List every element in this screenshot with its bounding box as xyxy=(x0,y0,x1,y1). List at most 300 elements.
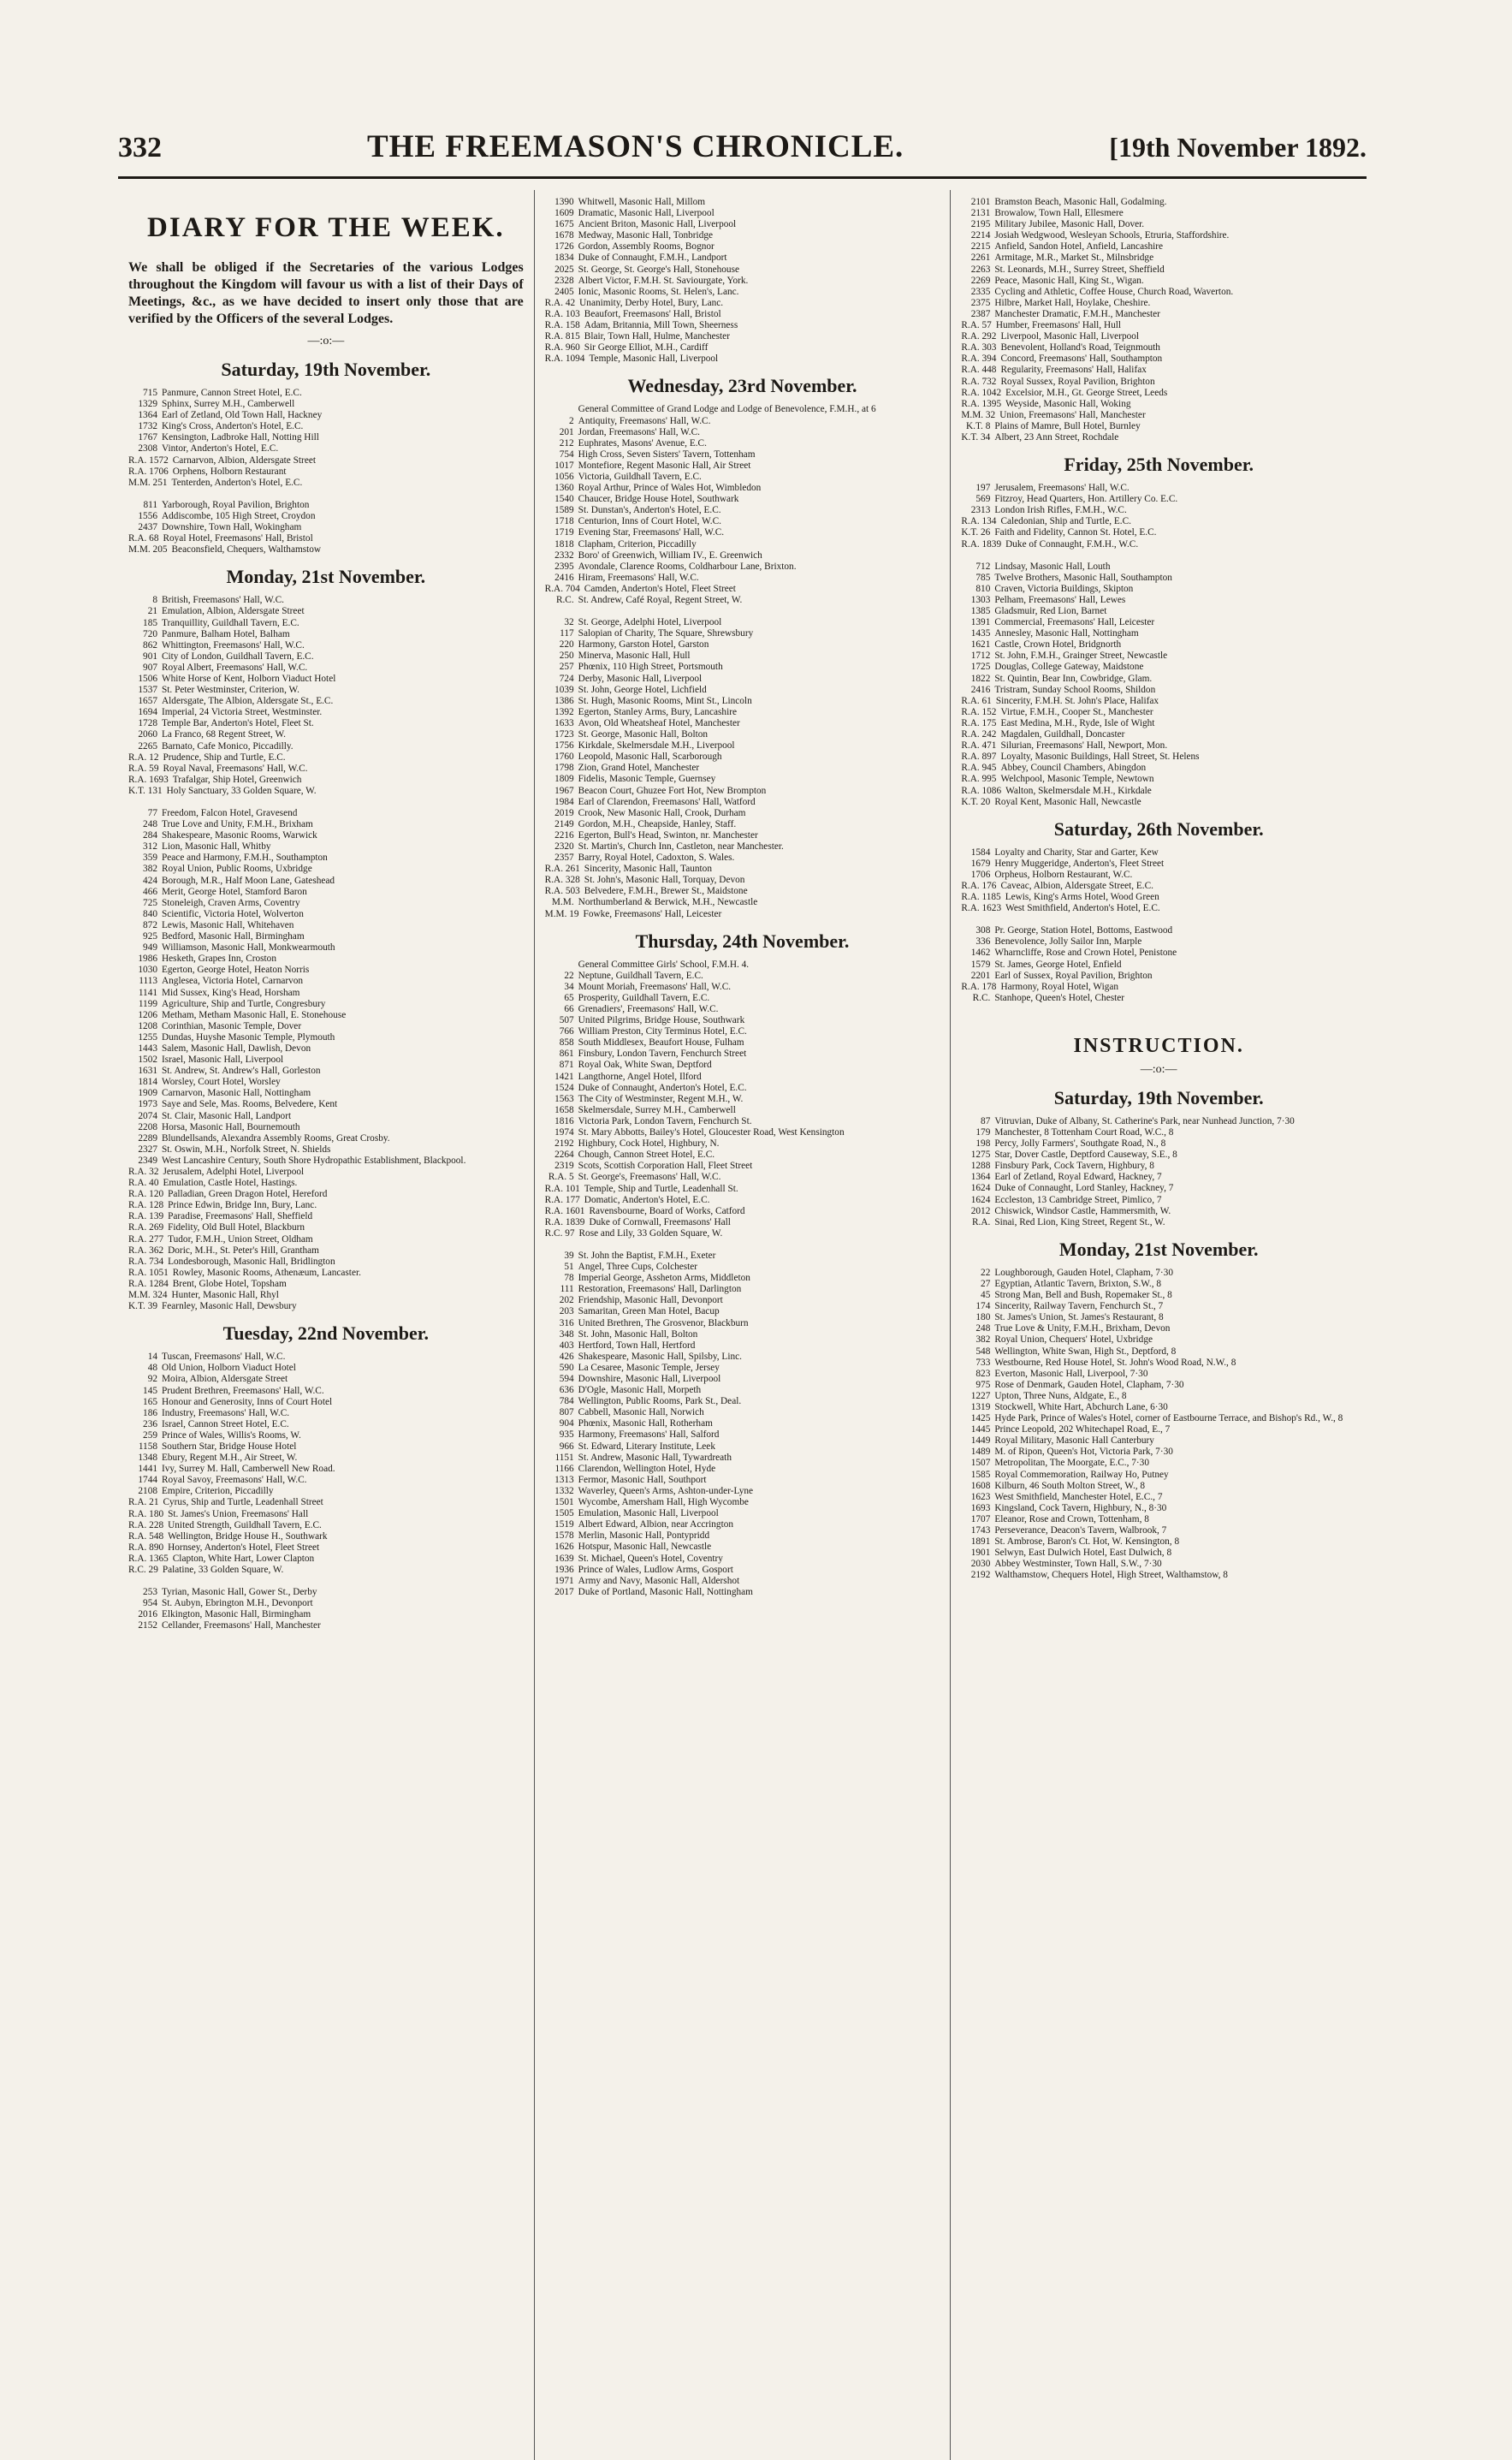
lodge-entry xyxy=(545,516,940,527)
lodge-entry xyxy=(545,1172,940,1183)
lodge-number: R.A. 12 xyxy=(128,752,159,763)
lodge-text: St. James, George Hotel, Enfield xyxy=(994,959,1122,970)
lodge-text: Prince of Wales, Willis's Rooms, W. xyxy=(162,1429,301,1441)
lodge-entry xyxy=(128,1464,524,1475)
lodge-text: Ionic, Masonic Rooms, St. Helen's, Lanc. xyxy=(578,286,739,297)
lodge-entry xyxy=(128,466,524,478)
lodge-entry xyxy=(961,264,1356,276)
lodge-number: 284 xyxy=(143,830,157,841)
lodge-list xyxy=(128,500,524,556)
lodge-text: West Smithfield, Manchester Hotel, E.C., 7 xyxy=(994,1491,1163,1502)
lodge-entry xyxy=(961,752,1356,763)
lodge-number: R.A. 362 xyxy=(128,1245,164,1256)
lodge-number: 1712 xyxy=(970,651,991,662)
lodge-entry xyxy=(128,1397,524,1408)
lodge-text: Doric, M.H., St. Peter's Hill, Grantham xyxy=(168,1245,319,1256)
lodge-number: R.A. 471 xyxy=(961,740,997,752)
lodge-number: 1275 xyxy=(970,1150,991,1161)
lodge-text: Anfield, Sandon Hotel, Anfield, Lancashire xyxy=(994,241,1164,253)
lodge-number: 1524 xyxy=(554,1082,574,1093)
lodge-text: Barnato, Cafe Monico, Piccadilly. xyxy=(162,740,294,752)
lodge-number: 165 xyxy=(143,1396,157,1407)
lodge-text: Fermor, Masonic Hall, Southport xyxy=(578,1474,707,1485)
lodge-text: Finsbury, London Tavern, Fenchurch Street xyxy=(578,1049,747,1060)
lodge-entry xyxy=(128,887,524,898)
lodge-entry xyxy=(545,1049,940,1060)
lodge-entry xyxy=(545,1441,940,1453)
lodge-number: R.A. 1395 xyxy=(961,398,1002,409)
lodge-entry xyxy=(961,774,1356,785)
lodge-entry xyxy=(128,1021,524,1032)
lodge-entry xyxy=(128,651,524,663)
lodge-entry xyxy=(545,864,940,875)
lodge-entry xyxy=(961,1525,1356,1536)
lodge-text: General Committee Girls' School, F.M.H. 4. xyxy=(578,959,750,970)
lodge-entry xyxy=(961,971,1356,982)
lodge-text: The City of Westminster, Regent M.H., W. xyxy=(578,1093,744,1104)
lodge-number: 1756 xyxy=(554,740,574,752)
lodge-entry xyxy=(545,628,940,639)
lodge-text: Star, Dover Castle, Deptford Causeway, S.E., 8 xyxy=(994,1150,1177,1161)
lodge-text: Royal Naval, Freemasons' Hall, W.C. xyxy=(163,763,308,774)
lodge-number: 248 xyxy=(143,819,157,830)
lodge-entry xyxy=(961,208,1356,219)
lodge-number: 2261 xyxy=(970,253,991,264)
lodge-text: Hilbre, Market Hall, Hoylake, Cheshire. xyxy=(994,297,1151,308)
lodge-entry xyxy=(961,342,1356,354)
lodge-text: Beacon Court, Ghuzee Fort Hot, New Brompton xyxy=(578,785,767,796)
lodge-number: 2320 xyxy=(554,841,574,852)
lodge-entry xyxy=(545,909,940,920)
lodge-text: Eleanor, Rose and Crown, Tottenham, 8 xyxy=(994,1513,1149,1524)
lodge-number: 1901 xyxy=(970,1548,991,1559)
lodge-number: M.M. 251 xyxy=(128,477,168,488)
lodge-text: Barry, Royal Hotel, Cadoxton, S. Wales. xyxy=(578,853,735,864)
lodge-entry xyxy=(545,494,940,505)
lodge-text: Aldersgate, The Albion, Aldersgate St., E.C. xyxy=(162,696,334,707)
lodge-entry xyxy=(128,1441,524,1453)
lodge-text: St. George's, Freemasons' Hall, W.C. xyxy=(578,1172,721,1183)
lodge-text: Whitwell, Masonic Hall, Millom xyxy=(578,197,706,207)
lodge-text: Egerton, Stanley Arms, Bury, Lancashire xyxy=(578,706,737,717)
lodge-number: K.T. 39 xyxy=(128,1301,157,1312)
lodge-number: R.C. xyxy=(555,595,574,605)
lodge-text: Browalow, Town Hall, Ellesmere xyxy=(994,208,1124,219)
lodge-text: Stockwell, White Hart, Abchurch Lane, 6·30 xyxy=(994,1401,1168,1412)
lodge-number: 594 xyxy=(559,1374,574,1384)
lodge-number: 179 xyxy=(975,1127,991,1138)
lodge-entry xyxy=(961,696,1356,707)
lodge-entry xyxy=(545,617,940,628)
lodge-entry xyxy=(128,1156,524,1167)
lodge-number: R.A. 42 xyxy=(544,297,576,308)
column-2 xyxy=(534,190,951,2460)
lodge-number: 1694 xyxy=(138,707,157,718)
lodge-text: Royal Sussex, Royal Pavilion, Brighton xyxy=(1000,376,1155,387)
lodge-text: Perseverance, Deacon's Tavern, Walbrook, 7 xyxy=(994,1525,1167,1536)
lodge-entry xyxy=(545,1083,940,1094)
lodge-text: Peace and Harmony, F.M.H., Southampton xyxy=(162,853,328,864)
lodge-number: K.T. 8 xyxy=(966,420,991,431)
lodge-text: Imperial, 24 Victoria Street, Westminster. xyxy=(162,707,323,718)
lodge-text: Virtue, F.M.H., Cooper St., Manchester xyxy=(1000,706,1153,717)
lodge-entry xyxy=(961,421,1356,432)
lodge-text: Military Jubilee, Masonic Hall, Dover. xyxy=(994,219,1145,230)
lodge-number: 2335 xyxy=(970,286,991,297)
lodge-number: 1621 xyxy=(970,639,991,651)
day-heading: Tuesday, 22nd November. xyxy=(222,1322,430,1345)
lodge-number: R.A. 59 xyxy=(128,763,159,774)
lodge-text: Bramston Beach, Masonic Hall, Godalming. xyxy=(994,197,1167,207)
lodge-text: Mid Sussex, King's Head, Horsham xyxy=(162,987,300,998)
lodge-entry xyxy=(545,1565,940,1576)
lodge-number: R.A. 57 xyxy=(961,320,992,331)
lodge-number: 212 xyxy=(559,437,574,449)
lodge-entry xyxy=(128,1363,524,1374)
lodge-number: R.A. 548 xyxy=(128,1530,164,1542)
lodge-entry xyxy=(545,1429,940,1441)
lodge-number: 2074 xyxy=(138,1110,157,1121)
lodge-entry xyxy=(961,936,1356,948)
lodge-text: United Strength, Guildhall Tavern, E.C. xyxy=(168,1519,322,1530)
lodge-text: Caledonian, Ship and Turtle, E.C. xyxy=(1000,516,1131,527)
lodge-entry xyxy=(961,729,1356,740)
lodge-text: Tudor, F.M.H., Union Street, Oldham xyxy=(168,1233,313,1245)
lodge-text: Emulation, Albion, Aldersgate Street xyxy=(162,606,305,617)
lodge-number: 1639 xyxy=(554,1553,574,1564)
lodge-entry xyxy=(961,651,1356,662)
lodge-entry xyxy=(961,662,1356,673)
lodge-text: Jerusalem, Freemasons' Hall, W.C. xyxy=(994,483,1130,494)
lodge-number: 2405 xyxy=(554,286,574,297)
lodge-text: Liverpool, Masonic Hall, Liverpool xyxy=(1000,331,1140,342)
lodge-number: 858 xyxy=(559,1037,574,1049)
lodge-entry xyxy=(128,1598,524,1609)
lodge-number: 1421 xyxy=(554,1071,574,1082)
lodge-number: 1798 xyxy=(554,763,574,774)
lodge-entry xyxy=(128,1133,524,1144)
lodge-number: M.M. 205 xyxy=(128,544,168,556)
lodge-number: 1556 xyxy=(138,510,157,521)
lodge-text: St. Andrew, Masonic Hall, Tywardreath xyxy=(578,1452,732,1463)
lodge-number: 92 xyxy=(147,1374,157,1385)
lodge-text: La Cesaree, Masonic Temple, Jersey xyxy=(578,1362,720,1373)
lodge-entry xyxy=(961,562,1356,573)
lodge-entry xyxy=(961,410,1356,421)
lodge-text: Castle, Crown Hotel, Bridgnorth xyxy=(994,639,1122,651)
lodge-number: 2101 xyxy=(970,197,991,207)
lodge-entry xyxy=(128,752,524,764)
lodge-number: 1936 xyxy=(554,1564,574,1575)
lodge-number: R.A. 61 xyxy=(961,695,992,706)
lodge-number: 1633 xyxy=(554,717,574,728)
lodge-text: Metropolitan, The Moorgate, E.C., 7·30 xyxy=(994,1458,1149,1469)
lodge-number: 220 xyxy=(559,639,574,651)
lodge-number: 87 xyxy=(981,1115,991,1126)
lodge-number: 2025 xyxy=(554,264,574,275)
lodge-number: 1113 xyxy=(139,976,157,987)
lodge-number: 1760 xyxy=(554,752,574,763)
lodge-number: 1537 xyxy=(138,685,157,696)
lodge-text: Clapham, Criterion, Piccadilly xyxy=(578,538,697,550)
lodge-number: 1030 xyxy=(138,965,157,976)
lodge-number: 2131 xyxy=(970,208,991,219)
lodge-list xyxy=(545,197,940,365)
lodge-entry xyxy=(961,1492,1356,1503)
lodge-text: Temple Bar, Anderton's Hotel, Fleet St. xyxy=(162,718,314,729)
lodge-text: Bedford, Masonic Hall, Birmingham xyxy=(162,931,305,942)
lodge-text: Hotspur, Masonic Hall, Newcastle xyxy=(578,1542,712,1553)
lodge-number: 1822 xyxy=(970,673,991,684)
lodge-text: St. Mary Abbotts, Bailey's Hotel, Gloucester Road, West Kensington xyxy=(578,1127,845,1138)
lodge-number: 2395 xyxy=(554,561,574,572)
lodge-number: 1506 xyxy=(138,673,157,684)
lodge-text: Tuscan, Freemasons' Hall, W.C. xyxy=(162,1352,286,1363)
lodge-entry xyxy=(545,483,940,494)
lodge-entry xyxy=(128,729,524,740)
lodge-entry xyxy=(961,718,1356,729)
lodge-number: 715 xyxy=(143,388,157,398)
lodge-text: Imperial George, Assheton Arms, Middleton xyxy=(578,1273,750,1284)
lodge-entry xyxy=(128,629,524,640)
lodge-number: R.A. 1623 xyxy=(961,903,1002,914)
lodge-text: Blair, Town Hall, Hulme, Manchester xyxy=(584,331,730,342)
lodge-number: R.C. xyxy=(972,992,991,1003)
lodge-number: 66 xyxy=(564,1004,574,1014)
lodge-text: William Preston, City Terminus Hotel, E.C. xyxy=(578,1026,747,1037)
lodge-entry xyxy=(545,729,940,740)
lodge-number: 569 xyxy=(975,494,991,505)
lodge-number: 2327 xyxy=(138,1144,157,1155)
lodge-entry xyxy=(545,505,940,516)
lodge-text: Albert Victor, F.M.H. St. Saviourgate, York. xyxy=(578,275,749,286)
lodge-number: R.A. 152 xyxy=(961,706,997,717)
lodge-text: Unanimity, Derby Hotel, Bury, Lanc. xyxy=(579,297,724,308)
lodge-entry xyxy=(545,763,940,774)
lodge-text: Wycombe, Amersham Hall, High Wycombe xyxy=(578,1497,749,1508)
lodge-number: 1392 xyxy=(554,706,574,717)
lodge-number: 2030 xyxy=(970,1559,991,1570)
lodge-text: Skelmersdale, Surrey M.H., Camberwell xyxy=(578,1104,736,1115)
lodge-number: 1386 xyxy=(554,695,574,706)
lodge-entry xyxy=(128,1222,524,1233)
lodge-entry xyxy=(961,881,1356,892)
lodge-text: Tenterden, Anderton's Hotel, E.C. xyxy=(171,477,303,488)
lodge-entry xyxy=(128,1486,524,1497)
lodge-number: R.A. 1601 xyxy=(544,1205,585,1216)
lodge-number: 253 xyxy=(143,1587,157,1598)
lodge-number: 590 xyxy=(559,1362,574,1373)
lodge-entry xyxy=(128,1475,524,1486)
lodge-text: Carnarvon, Albion, Aldersgate Street xyxy=(172,455,316,466)
lodge-number: 1348 xyxy=(138,1453,157,1464)
lodge-number: 382 xyxy=(143,864,157,875)
lodge-entry xyxy=(128,511,524,522)
lodge-entry xyxy=(545,298,940,309)
lodge-text: Beaconsfield, Chequers, Walthamstow xyxy=(171,544,322,556)
lodge-entry xyxy=(128,909,524,920)
lodge-entry xyxy=(128,544,524,556)
lodge-text: Cyrus, Ship and Turtle, Leadenhall Street xyxy=(163,1497,323,1508)
lodge-entry xyxy=(545,550,940,562)
lodge-text: Yarborough, Royal Pavilion, Brighton xyxy=(162,499,310,510)
column-3 xyxy=(950,190,1367,2460)
lodge-number: 1809 xyxy=(554,774,574,785)
lodge-text: Williamson, Masonic Hall, Monkwearmouth xyxy=(162,942,335,954)
lodge-entry xyxy=(545,960,940,971)
lodge-number: M.M. xyxy=(551,897,574,908)
lodge-entry xyxy=(545,539,940,550)
lodge-entry xyxy=(961,1183,1356,1194)
lodge-text: Royal Union, Chequers' Hotel, Uxbridge xyxy=(994,1334,1153,1346)
lodge-entry xyxy=(961,377,1356,388)
lodge-text: Chough, Cannon Street Hotel, E.C. xyxy=(578,1150,715,1161)
lodge-text: Shakespeare, Masonic Hall, Spilsby, Linc. xyxy=(578,1351,742,1362)
lodge-text: Egerton, George Hotel, Heaton Norris xyxy=(162,965,310,976)
lodge-number: R.A. 277 xyxy=(128,1233,164,1245)
lodge-number: 27 xyxy=(981,1278,991,1289)
lodge-entry xyxy=(128,942,524,954)
lodge-text: Earl of Zetland, Old Town Hall, Hackney xyxy=(162,410,323,421)
lodge-text: Jerusalem, Adelphi Hotel, Liverpool xyxy=(163,1167,305,1177)
lodge-entry xyxy=(545,472,940,483)
lodge-entry xyxy=(545,1127,940,1138)
lodge-text: Finsbury Park, Cock Tavern, Highbury, 8 xyxy=(994,1161,1154,1172)
lodge-entry xyxy=(545,1329,940,1340)
lodge-entry xyxy=(961,1570,1356,1581)
lodge-entry xyxy=(961,786,1356,797)
lodge-entry xyxy=(961,1323,1356,1334)
lodge-entry xyxy=(545,1396,940,1407)
lodge-number: R.A. 394 xyxy=(961,354,997,365)
lodge-entry xyxy=(128,764,524,775)
lodge-entry xyxy=(961,432,1356,443)
lodge-entry xyxy=(961,1514,1356,1525)
lodge-entry xyxy=(961,573,1356,584)
lodge-entry xyxy=(961,1116,1356,1127)
lodge-entry xyxy=(961,763,1356,774)
lodge-entry xyxy=(961,1481,1356,1492)
lodge-number: 117 xyxy=(560,628,574,639)
lodge-number: R.A. 303 xyxy=(961,342,997,354)
lodge-text: Duke of Connaught, Anderton's Hotel, E.C. xyxy=(578,1082,747,1093)
lodge-entry xyxy=(961,674,1356,685)
lodge-number: 2017 xyxy=(554,1586,574,1597)
lodge-number: 1227 xyxy=(970,1390,991,1401)
lodge-text: St. George, St. George's Hall, Stonehouse xyxy=(578,264,739,275)
lodge-number: R.A. 503 xyxy=(544,886,580,897)
lodge-text: Brent, Globe Hotel, Topsham xyxy=(172,1278,287,1289)
lodge-text: Dundas, Huyshe Masonic Temple, Plymouth xyxy=(162,1031,335,1043)
lodge-number: R.A. 101 xyxy=(544,1183,580,1194)
lodge-number: 1706 xyxy=(970,869,991,880)
lodge-entry xyxy=(128,1497,524,1508)
lodge-number: R.A. 732 xyxy=(961,376,997,387)
day-heading: Saturday, 19th November. xyxy=(1053,1086,1264,1108)
lodge-entry xyxy=(128,830,524,841)
lodge-text: Highbury, Cock Hotel, Highbury, N. xyxy=(578,1138,720,1150)
lodge-text: Douglas, College Gateway, Maidstone xyxy=(994,662,1144,673)
lodge-entry xyxy=(545,1284,940,1295)
separator: —:o:— xyxy=(307,335,345,348)
lodge-text: Plains of Mamre, Bull Hotel, Burnley xyxy=(994,420,1141,431)
lodge-number: 2319 xyxy=(554,1161,574,1172)
lodge-text: St. John's, Masonic Hall, Torquay, Devon xyxy=(584,875,745,886)
lodge-entry xyxy=(961,1334,1356,1346)
lodge-entry xyxy=(545,1486,940,1497)
lodge-text: Lion, Masonic Hall, Whitby xyxy=(162,841,271,853)
lodge-entry xyxy=(545,797,940,808)
lodge-text: Tranquillity, Guildhall Tavern, E.C. xyxy=(162,617,299,628)
lodge-number: 1658 xyxy=(554,1104,574,1115)
lodge-text: Lewis, King's Arms Hotel, Wood Green xyxy=(1005,892,1159,903)
lodge-number: 901 xyxy=(143,651,157,662)
lodge-number: 359 xyxy=(143,853,157,864)
lodge-number: R.A. 1839 xyxy=(961,538,1002,550)
lodge-number: 1391 xyxy=(970,617,991,628)
lodge-entry xyxy=(545,830,940,841)
lodge-list xyxy=(545,960,940,1239)
lodge-text: Holy Sanctuary, 33 Golden Square, W. xyxy=(166,785,317,796)
lodge-text: Ravensbourne, Board of Works, Catford xyxy=(589,1205,745,1216)
lodge-entry xyxy=(961,320,1356,331)
lodge-text: Phœnix, 110 High Street, Portsmouth xyxy=(578,662,723,673)
lodge-number: M.M. 324 xyxy=(128,1290,168,1301)
lodge-text: Earl of Clarendon, Freemasons' Hall, Watford xyxy=(578,796,756,807)
lodge-number: R.A. 328 xyxy=(544,875,580,886)
lodge-text: Union, Freemasons' Hall, Manchester xyxy=(999,409,1146,420)
lodge-number: 925 xyxy=(143,931,157,942)
lodge-entry xyxy=(545,1508,940,1519)
lodge-text: Moira, Albion, Aldersgate Street xyxy=(162,1374,288,1385)
lodge-entry xyxy=(961,483,1356,494)
lodge-text: Blundellsands, Alexandra Assembly Rooms, Great Crosby. xyxy=(162,1132,390,1144)
lodge-text: Borough, M.R., Half Moon Lane, Gateshead xyxy=(162,875,335,886)
lodge-number: 1732 xyxy=(138,421,157,432)
lodge-number: 2264 xyxy=(554,1150,574,1161)
lodge-text: St. James's Union, St. James's Restaurant, 8 xyxy=(994,1312,1164,1323)
lodge-entry xyxy=(961,1503,1356,1514)
lodge-text: Loyalty and Charity, Star and Garter, Kew xyxy=(994,847,1159,858)
lodge-text: Agriculture, Ship and Turtle, Congresbury xyxy=(162,998,326,1009)
lodge-number: R.A. 945 xyxy=(961,763,997,774)
lodge-number: R.C. 97 xyxy=(544,1227,575,1239)
lodge-number: 1974 xyxy=(554,1127,574,1138)
lodge-number: 724 xyxy=(559,673,574,684)
lodge-entry xyxy=(545,1161,940,1172)
lodge-entry xyxy=(961,331,1356,342)
lodge-number: 2328 xyxy=(554,275,574,286)
lodge-number: 754 xyxy=(559,449,574,460)
lodge-text: Benevolent, Holland's Road, Teignmouth xyxy=(1000,342,1160,354)
lodge-entry xyxy=(545,662,940,673)
lodge-text: Palladian, Green Dragon Hotel, Hereford xyxy=(168,1189,328,1200)
lodge-entry xyxy=(545,264,940,276)
lodge-number: 1589 xyxy=(554,505,574,516)
lodge-number: 2108 xyxy=(138,1486,157,1497)
lodge-entry xyxy=(545,1060,940,1071)
lodge-entry xyxy=(545,461,940,472)
lodge-text: Duke of Portland, Masonic Hall, Nottingham xyxy=(578,1586,753,1597)
lodge-number: 1507 xyxy=(970,1458,991,1469)
lodge-number: 1971 xyxy=(554,1575,574,1586)
lodge-text: London Irish Rifles, F.M.H., W.C. xyxy=(994,505,1127,516)
lodge-entry xyxy=(545,1453,940,1464)
lodge-number: 466 xyxy=(143,886,157,897)
lodge-entry xyxy=(545,276,940,287)
lodge-number: 8 xyxy=(152,595,157,606)
lodge-text: St. Michael, Queen's Hotel, Coventry xyxy=(578,1553,723,1564)
